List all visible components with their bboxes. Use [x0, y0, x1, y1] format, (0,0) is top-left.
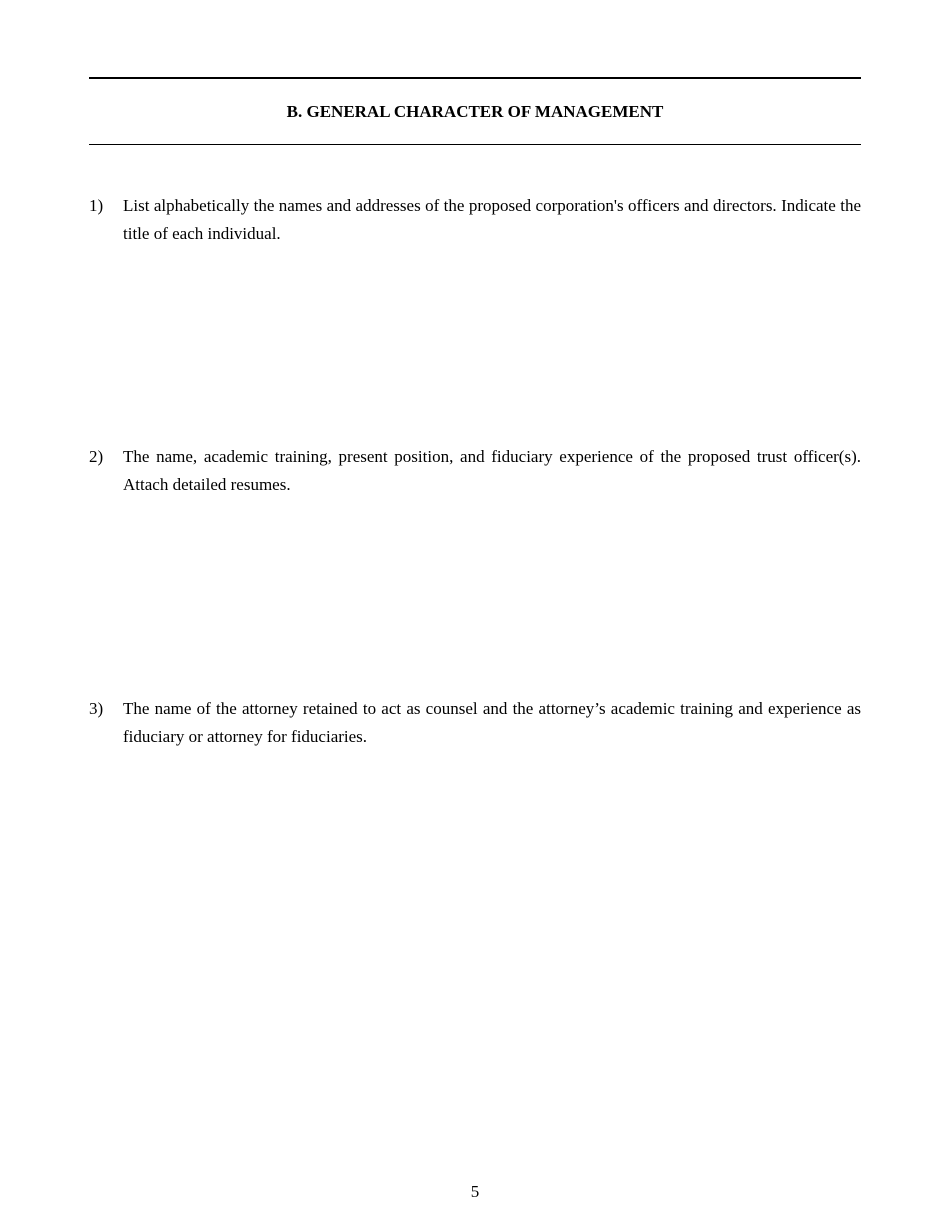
question-text: The name of the attorney retained to act as counsel and the attorney’s academic training and experience as fiduciary or attorney for fiduciaries.	[123, 699, 861, 746]
question-number: 2)	[89, 447, 104, 466]
question-item	[89, 695, 861, 751]
question-text: The name, academic training, present position, and fiduciary experience of the proposed trust officer(s). Attach detailed resumes.	[123, 447, 861, 494]
question-text: List alphabetically the names and addresses of the proposed corporation's officers and directors. Indicate the title of each individual.	[123, 196, 861, 243]
section-title: B. GENERAL CHARACTER OF MANAGEMENT	[286, 102, 664, 121]
question-item	[89, 192, 861, 248]
question-number: 1)	[89, 196, 104, 215]
page-number: 5	[470, 1182, 480, 1201]
question-item	[89, 443, 861, 499]
header-bottom-rule	[89, 144, 861, 145]
question-number: 3)	[89, 699, 104, 718]
header-top-rule	[89, 77, 861, 79]
